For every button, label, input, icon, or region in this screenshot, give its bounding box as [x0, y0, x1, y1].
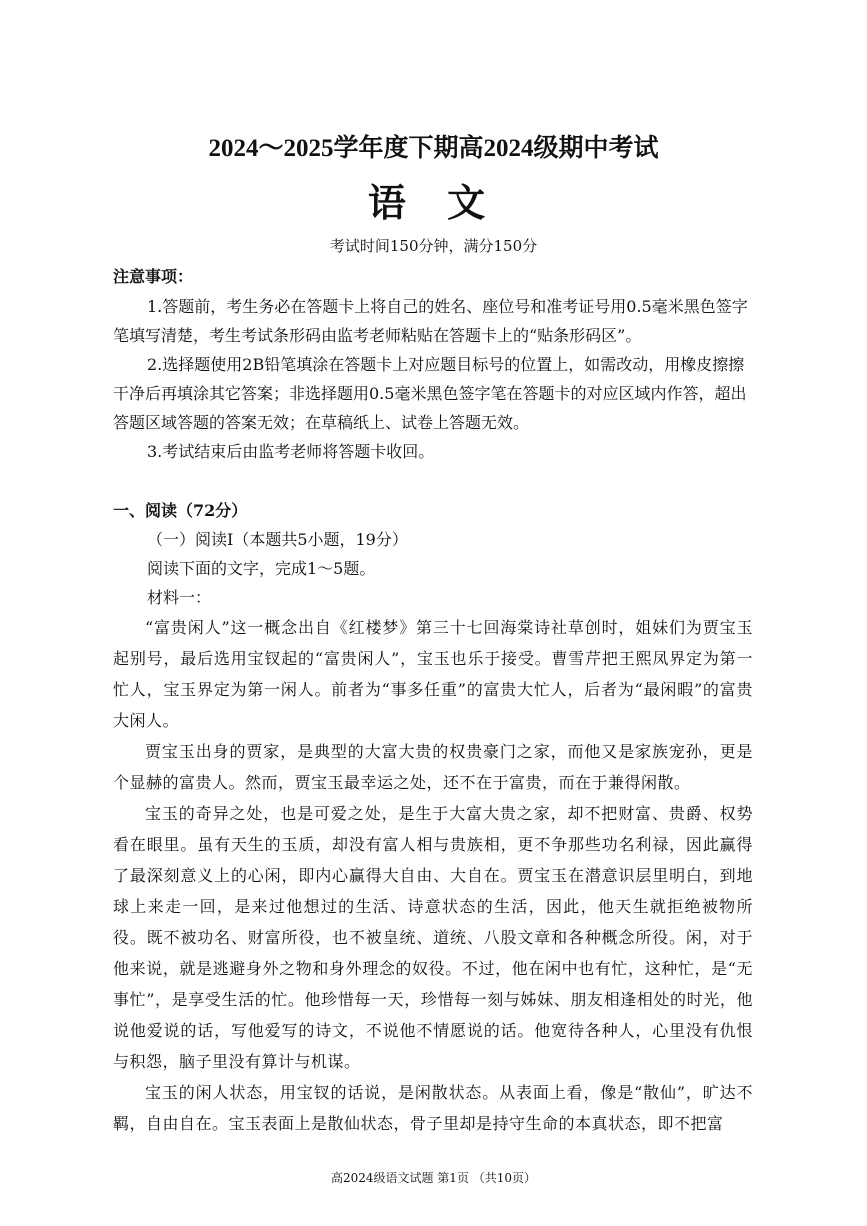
- material-paragraph-4: 宝玉的闲人状态，用宝钗的话说，是闲散状态。从表面上看，像是“散仙”，旷达不羁，自由自在。宝玉表面上是散仙状态，骨子里却是持守生命的本真状态，即不把富: [113, 1083, 753, 1133]
- reading-section: [113, 496, 753, 1139]
- material-label: 材料一：: [147, 588, 212, 607]
- subject-title: 语 文: [367, 180, 500, 225]
- notice-heading: 注意事项：: [113, 267, 194, 286]
- notice-section: [113, 262, 753, 466]
- exam-title: 2024～2025学年度下期高2024级期中考试: [208, 135, 659, 162]
- material-paragraph-1: “富贵闲人”这一概念出自《红楼梦》第三十七回海棠诗社草创时，姐妹们为贾宝玉起别号，最后选用宝钗起的“富贵闲人”，宝玉也乐于接受。曹雪芹把王熙凤界定为第一忙人，宝玉界定为第一闲人。前者为“事多任重”的富贵大忙人，后者为“最闲暇”的富贵大闲人。: [113, 618, 753, 730]
- page-footer: 高2024级语文试题 第1页 （共10页）: [330, 1171, 537, 1185]
- notice-item-1: 1.答题前，考生务必在答题卡上将自己的姓名、座位号和准考证号用0.5毫米黑色签字笔填写清楚，考生考试条形码由监考老师粘贴在答题卡上的“贴条形码区”。: [113, 297, 748, 345]
- material-paragraph-3: 宝玉的奇异之处，也是可爱之处，是生于大富大贵之家，却不把财富、贵爵、权势看在眼里。虽有天生的玉质，却没有富人相与贵族相，更不争那些功名利禄，因此赢得了最深刻意义上的心闲，即内心赢得大自由、大自在。贾宝玉在潜意识层里明白，到地球上来走一回，是来过他想过的生活、诗意状态的生活，因此，他天生就拒绝被物所役。既不被功名、财富所役，也不被皇统、道统、八股文章和各种概念所役。闲，对于他来说，就是逃避身外之物和身外理念的奴役。不过，他在闲中也有忙，这种忙，是“无事忙”，是享受生活的忙。他珍惜每一天，珍惜每一刻与姊妹、朋友相逢相处的时光，他说他爱说的话，写他爱写的诗文，不说他不情愿说的话。他宽待各种人，心里没有仇恨与积怨，脑子里没有算计与机谋。: [113, 804, 753, 1071]
- exam-info: 考试时间150分钟，满分150分: [329, 237, 538, 255]
- material-paragraph-2: 贾宝玉出身的贾家，是典型的大富大贵的权贵豪门之家，而他又是家族宠孙，更是个显赫的富贵人。然而，贾宝玉最幸运之处，还不在于富贵，而在于兼得闲散。: [113, 742, 753, 792]
- notice-item-3: 3.考试结束后由监考老师将答题卡收回。: [147, 442, 435, 461]
- section-instruction: 阅读下面的文字，完成1～5题。: [147, 559, 376, 578]
- section-subheading: （一）阅读Ⅰ（本题共5小题，19分）: [147, 530, 408, 549]
- notice-item-2: 2.选择题使用2B铅笔填涂在答题卡上对应题目标号的位置上，如需改动，用橡皮擦擦干净后再填涂其它答案；非选择题用0.5毫米黑色签字笔在答题卡的对应区域内作答，超出答题区域答题的答案无效；在草稿纸上、试卷上答题无效。: [113, 355, 747, 432]
- section-heading: 一、阅读（72分）: [113, 501, 248, 520]
